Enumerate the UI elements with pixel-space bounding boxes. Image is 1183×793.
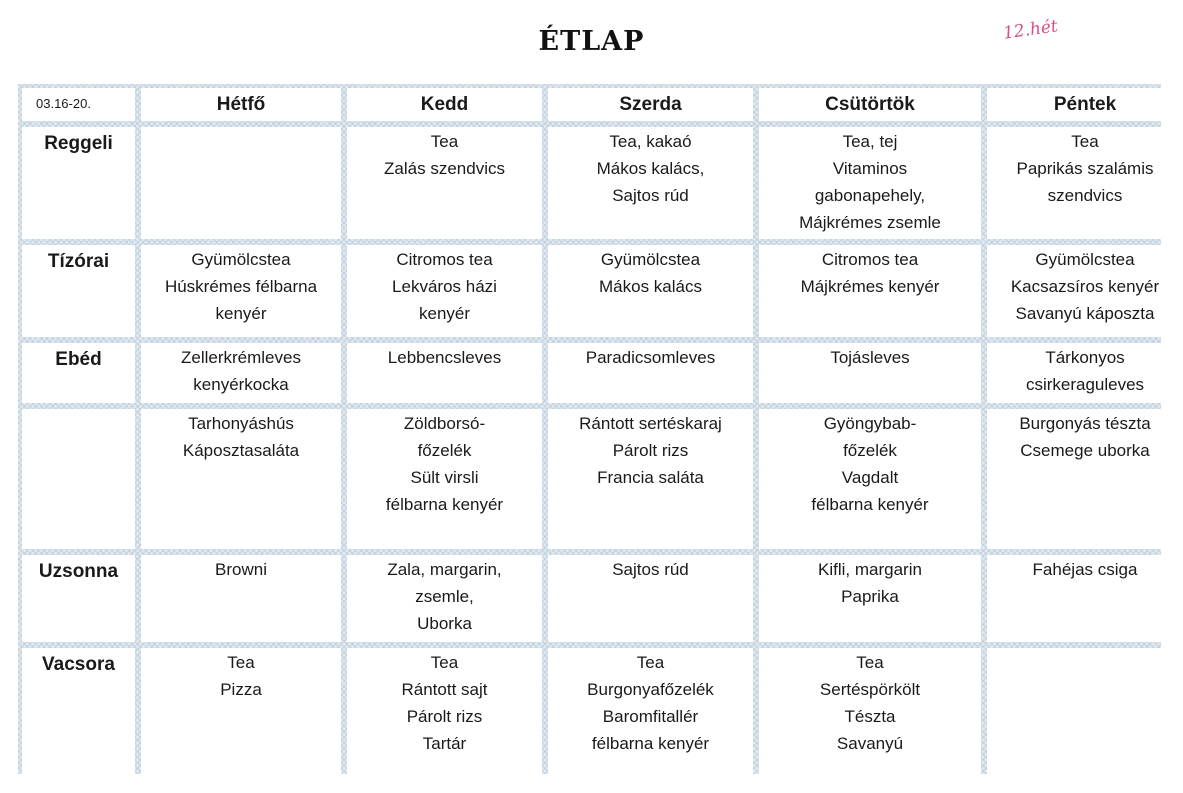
menu-cell: Zala, margarin, zsemle, Uborka <box>347 555 542 642</box>
menu-cell-soup: Paradicsomleves <box>548 343 753 403</box>
menu-cell-main: Zöldborsó- főzelék Sült virsli félbarna kenyér <box>347 409 542 549</box>
menu-cell <box>141 127 341 239</box>
meal-label-breakfast: Reggeli <box>22 127 135 239</box>
menu-cell: Gyümölcstea Mákos kalács <box>548 245 753 337</box>
menu-cell: Gyümölcstea Kacsazsíros kenyér Savanyú káposzta <box>987 245 1183 337</box>
menu-cell-soup: Tojásleves <box>759 343 981 403</box>
menu-cell: Tea, tej Vitaminos gabonapehely, Májkrémes zsemle <box>759 127 981 239</box>
menu-cell: Tea Zalás szendvics <box>347 127 542 239</box>
menu-cell: Tea Rántott sajt Párolt rizs Tartár <box>347 648 542 793</box>
meal-label-lunch: Ebéd <box>22 343 135 403</box>
menu-cell-soup: Zellerkrémleves kenyérkocka <box>141 343 341 403</box>
meal-label-lunch-main-empty <box>22 409 135 549</box>
menu-cell: Kifli, margarin Paprika <box>759 555 981 642</box>
menu-cell: Fahéjas csiga <box>987 555 1183 642</box>
day-header-friday: Péntek <box>987 88 1183 121</box>
menu-cell: Tea Pizza <box>141 648 341 793</box>
menu-cell: Citromos tea Lekváros házi kenyér <box>347 245 542 337</box>
page-title: ÉTLAP <box>538 26 645 57</box>
day-header-wednesday: Szerda <box>548 88 753 121</box>
menu-cell: Browni <box>141 555 341 642</box>
menu-cell-soup: Tárkonyos csirkeraguleves <box>987 343 1183 403</box>
menu-cell <box>987 648 1183 793</box>
day-header-monday: Hétfő <box>141 88 341 121</box>
menu-cell-main: Gyöngybab- főzelék Vagdalt félbarna kenyér <box>759 409 981 549</box>
meal-label-morning-snack: Tízórai <box>22 245 135 337</box>
menu-cell: Tea Paprikás szalámis szendvics <box>987 127 1183 239</box>
menu-cell-main: Burgonyás tészta Csemege uborka <box>987 409 1183 549</box>
menu-cell: Tea, kakaó Mákos kalács, Sajtos rúd <box>548 127 753 239</box>
menu-cell-soup: Lebbencsleves <box>347 343 542 403</box>
menu-cell: Tea Burgonyafőzelék Baromfitallér félbarna kenyér <box>548 648 753 793</box>
menu-cell: Citromos tea Májkrémes kenyér <box>759 245 981 337</box>
date-range: 03.16-20. <box>22 88 135 121</box>
handwritten-week-note: 12.hét <box>1001 16 1060 44</box>
meal-label-dinner: Vacsora <box>22 648 135 793</box>
menu-table <box>18 84 1161 774</box>
day-header-thursday: Csütörtök <box>759 88 981 121</box>
menu-cell: Sajtos rúd <box>548 555 753 642</box>
menu-cell: Gyümölcstea Húskrémes félbarna kenyér <box>141 245 341 337</box>
menu-cell: Tea Sertéspörkölt Tészta Savanyú <box>759 648 981 793</box>
menu-cell-main: Tarhonyáshús Káposztasaláta <box>141 409 341 549</box>
day-header-tuesday: Kedd <box>347 88 542 121</box>
menu-cell-main: Rántott sertéskaraj Párolt rizs Francia saláta <box>548 409 753 549</box>
meal-label-afternoon-snack: Uzsonna <box>22 555 135 642</box>
